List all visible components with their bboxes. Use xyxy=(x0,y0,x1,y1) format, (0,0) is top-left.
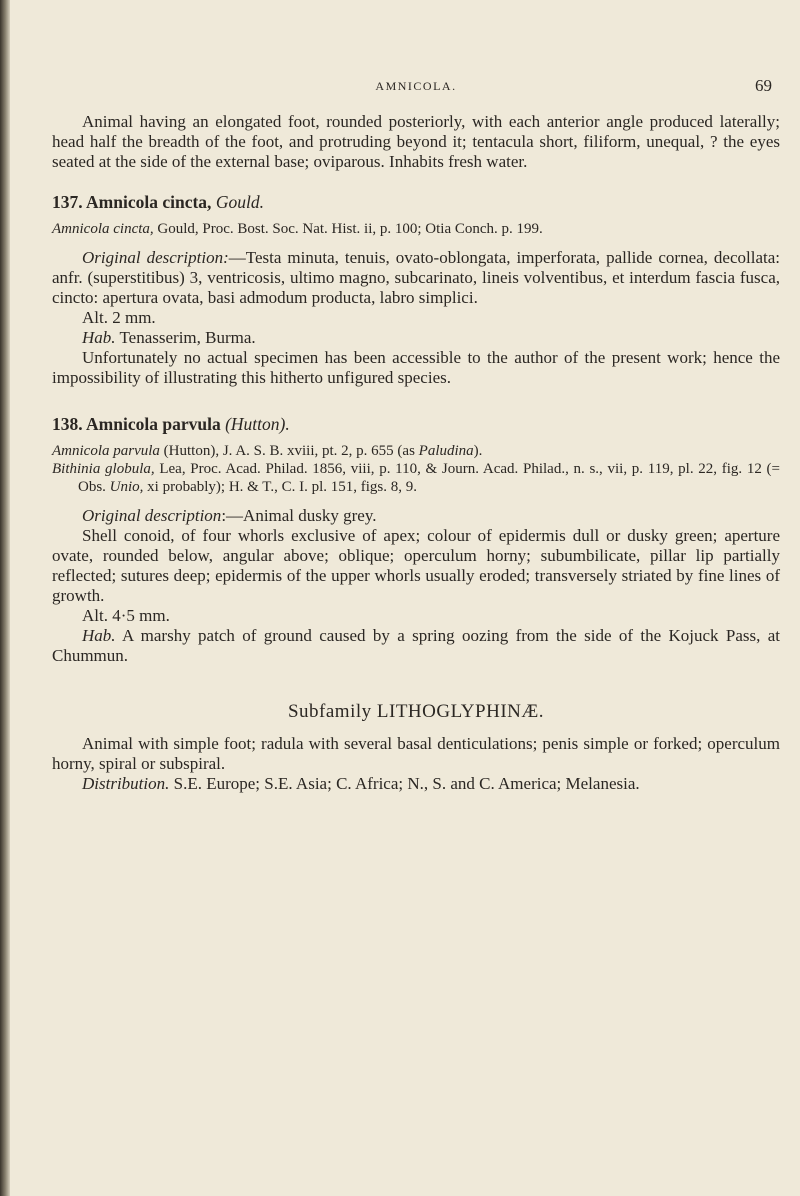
species-138-heading xyxy=(52,414,780,434)
subfamily-distribution xyxy=(52,774,780,794)
species-138-syn2-name: Bithinia globula, xyxy=(52,461,155,477)
running-head xyxy=(52,76,780,102)
species-137-desc-label: Original description: xyxy=(82,248,229,267)
species-138-original-description xyxy=(52,506,780,526)
subfamily-heading: Subfamily LITHOGLYPHINÆ. xyxy=(287,701,545,722)
species-138-syn2-end: xi probably); H. & T., C. I. pl. 151, figs. 8, 9. xyxy=(147,479,418,495)
species-138-synonymy-1 xyxy=(52,442,780,460)
species-138-syn1-ref: (Hutton), J. A. S. B. xviii, pt. 2, p. 655 (as xyxy=(163,443,415,459)
species-138-title: 138. Amnicola parvula xyxy=(52,414,221,434)
subfamily-description: Animal with simple foot; radula with several basal denticulations; penis simple or forked; operculum horny, spiral or subspiral. xyxy=(52,734,780,773)
running-title: AMNICOLA. xyxy=(375,79,457,93)
species-137-syn-ref: Gould, Proc. Bost. Soc. Nat. Hist. ii, p. 100; Otia Conch. p. 199. xyxy=(157,221,543,237)
species-138-desc-text: :—Animal dusky grey. xyxy=(221,506,377,525)
species-137-heading xyxy=(52,192,780,212)
species-138-syn2-unio: Unio, xyxy=(109,479,144,495)
species-138-syn1-genus: Paludina xyxy=(418,443,474,459)
genus-description: Animal having an elongated foot, rounded posteriorly, with each anterior angle produced laterally; head half the breadth of the foot, and protruding beyond it; tentacula short, filiform, unequal, ? the eyes seated at the side of the external base; oviparous. Inhabits fresh water. xyxy=(52,112,780,171)
species-138-hab-label: Hab. xyxy=(82,626,116,645)
species-137-original-description xyxy=(52,248,780,308)
species-137-hab-text: Tenasserim, Burma. xyxy=(119,328,256,347)
distribution-text: S.E. Europe; S.E. Asia; C. Africa; N., S. and C. America; Melanesia. xyxy=(173,774,640,793)
page-binding-edge xyxy=(0,0,10,1196)
distribution-label: Distribution. xyxy=(82,774,170,793)
page-number: 69 xyxy=(755,76,772,95)
species-138-syn2-ref: Lea, Proc. Acad. Philad. 1856, viii, p. 110, & Journ. Acad. Philad., n. s., vii, p. 119, pl. 22, fig. 12 (= Obs. xyxy=(78,461,781,495)
species-137-desc-text: —Testa minuta, tenuis, ovato-oblongata, imperforata, pallide cornea, decollata: anfr. (superstitibus) 3, ventricosis, ultimo magno, subcarinato, lineis volventibus, et interdum fascia fusca, cincto: apertura ovata, basi admodum producta, labro simplici. xyxy=(52,248,781,307)
species-138-hab-text: A marshy patch of ground caused by a spring oozing from the side of the Kojuck Pass, at Chummun. xyxy=(52,626,780,665)
species-138-desc-label: Original description xyxy=(82,506,222,525)
species-138-altitude: Alt. 4·5 mm. xyxy=(82,606,170,625)
species-137-habitat xyxy=(52,328,780,348)
page-body xyxy=(52,76,781,794)
species-138-synonymy-2 xyxy=(52,460,780,496)
species-138-author: (Hutton). xyxy=(225,414,290,434)
species-137-syn-name: Amnicola cincta, xyxy=(52,221,154,237)
species-137-author: Gould. xyxy=(215,192,264,212)
species-138-shell: Shell conoid, of four whorls exclusive of apex; colour of epidermis dull or dusky green; aperture ovate, rounded below, angular above; oblique; operculum horny; subumbilicate, pillar lip partially reflected; sutures deep; epidermis of the upper whorls usually eroded; transversely striated by fine lines of growth. xyxy=(52,526,780,605)
species-138-habitat xyxy=(52,626,780,666)
species-137-altitude: Alt. 2 mm. xyxy=(82,308,156,327)
species-137-title: 137. Amnicola cincta, xyxy=(52,192,212,212)
species-137-synonymy xyxy=(52,220,780,238)
species-137-note: Unfortunately no actual specimen has been accessible to the author of the present work; hence the impossibility of illustrating this hitherto unfigured species. xyxy=(52,348,780,387)
species-137-hab-label: Hab. xyxy=(82,328,116,347)
species-138-syn1-end: ). xyxy=(473,443,483,459)
species-138-syn1-name: Amnicola parvula xyxy=(52,443,160,459)
